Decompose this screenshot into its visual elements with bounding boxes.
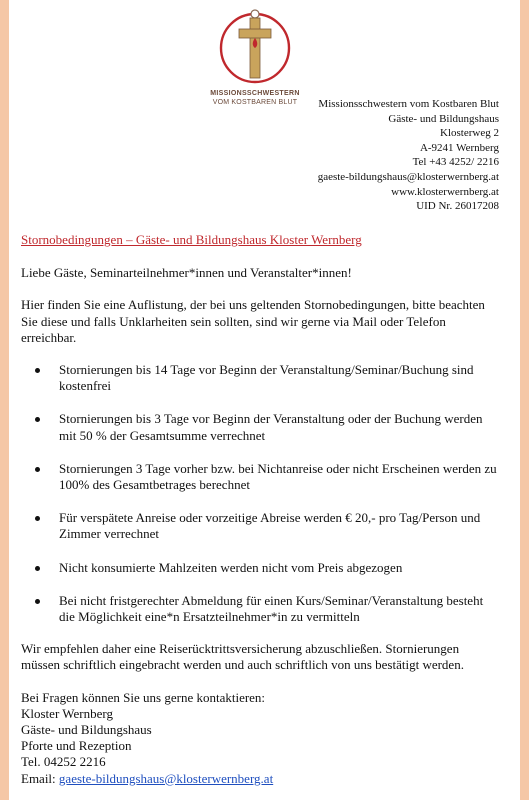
condition-text: Für verspätete Anreise oder vorzeitige Abreise werden € 20,- pro Tag/Person und Zimmer verrechnet [59, 510, 481, 542]
condition-text: Nicht konsumierte Mahlzeiten werden nicht vom Preis abgezogen [59, 559, 403, 575]
logo-text-line2: VOM KOSTBAREN BLUT [212, 99, 298, 106]
contact-block [21, 690, 499, 787]
document-body [21, 232, 499, 787]
address-line: A-9241 Wernberg [419, 141, 499, 154]
cross-emblem-icon [207, 8, 303, 88]
address-line: Klosterweg 2 [440, 127, 499, 140]
address-uid: UID Nr. 26017208 [416, 200, 499, 213]
list-item [59, 510, 499, 542]
contact-reception: Pforte und Rezeption [21, 738, 132, 754]
address-email: gaeste-bildungshaus@klosterwernberg.at [317, 170, 499, 183]
bullet-icon [35, 516, 40, 521]
address-line: Missionsschwestern vom Kostbaren Blut [318, 98, 499, 110]
contact-email-row [21, 771, 499, 787]
contact-department: Gäste- und Bildungshaus [21, 722, 152, 738]
bullet-icon [35, 368, 40, 373]
list-item [59, 411, 499, 443]
bullet-icon [35, 599, 40, 604]
list-item [59, 461, 499, 493]
page-title: Stornobedingungen – Gäste- und Bildungshaus Kloster Wernberg [21, 232, 362, 247]
list-item [59, 593, 499, 625]
address-line: Gäste- und Bildungshaus [388, 112, 499, 125]
list-item [59, 362, 499, 394]
email-link[interactable]: gaeste-bildungshaus@klosterwernberg.at [58, 770, 274, 786]
contact-name: Kloster Wernberg [21, 705, 113, 721]
intro-paragraph: Hier finden Sie eine Auflistung, der bei uns geltenden Stornobedingungen, bitte beachten Sie diese und falls Unklarheiten sein sollten, sind wir gerne via Mail oder Telefon erreichbar. [21, 297, 485, 345]
condition-text: Stornierungen bis 3 Tage vor Beginn der Veranstaltung oder der Buchung werden mit 50 % der Gesamtsumme verrechnet [59, 411, 483, 443]
bullet-icon [35, 566, 40, 571]
greeting: Liebe Gäste, Seminarteilnehmer*innen und Veranstalter*innen! [21, 265, 352, 281]
logo [207, 8, 303, 112]
email-label: Email: [21, 770, 59, 786]
address-website: www.klosterwernberg.at [391, 185, 499, 198]
contact-intro: Bei Fragen können Sie uns gerne kontaktieren: [21, 689, 266, 705]
bullet-icon [35, 417, 40, 422]
conditions-list [21, 362, 499, 625]
condition-text: Stornierungen 3 Tage vorher bzw. bei Nichtanreise oder nicht Erscheinen werden zu 100% des Gesamtbetrages berechnet [59, 460, 497, 493]
document-page [9, 0, 520, 800]
bullet-icon [35, 467, 40, 472]
logo-text-line1: MISSIONSSCHWESTERN [210, 90, 300, 97]
address-block [318, 97, 499, 214]
condition-text: Stornierungen bis 14 Tage vor Beginn der Veranstaltung/Seminar/Buchung sind kostenfrei [59, 362, 474, 394]
condition-text: Bei nicht fristgerechter Abmeldung für einen Kurs/Seminar/Veranstaltung besteht die Möglichkeit eine*n Ersatzteilnehmer*in zu vermitteln [59, 592, 484, 625]
address-phone: Tel +43 4252/ 2216 [412, 156, 499, 169]
contact-phone: Tel. 04252 2216 [21, 754, 106, 770]
list-item [59, 560, 499, 576]
recommendation-paragraph: Wir empfehlen daher eine Reiserücktrittsversicherung abzuschließen. Stornierungen müssen schriftlich eingebracht werden und auch schriftlich von uns bestätigt werden. [21, 641, 464, 673]
